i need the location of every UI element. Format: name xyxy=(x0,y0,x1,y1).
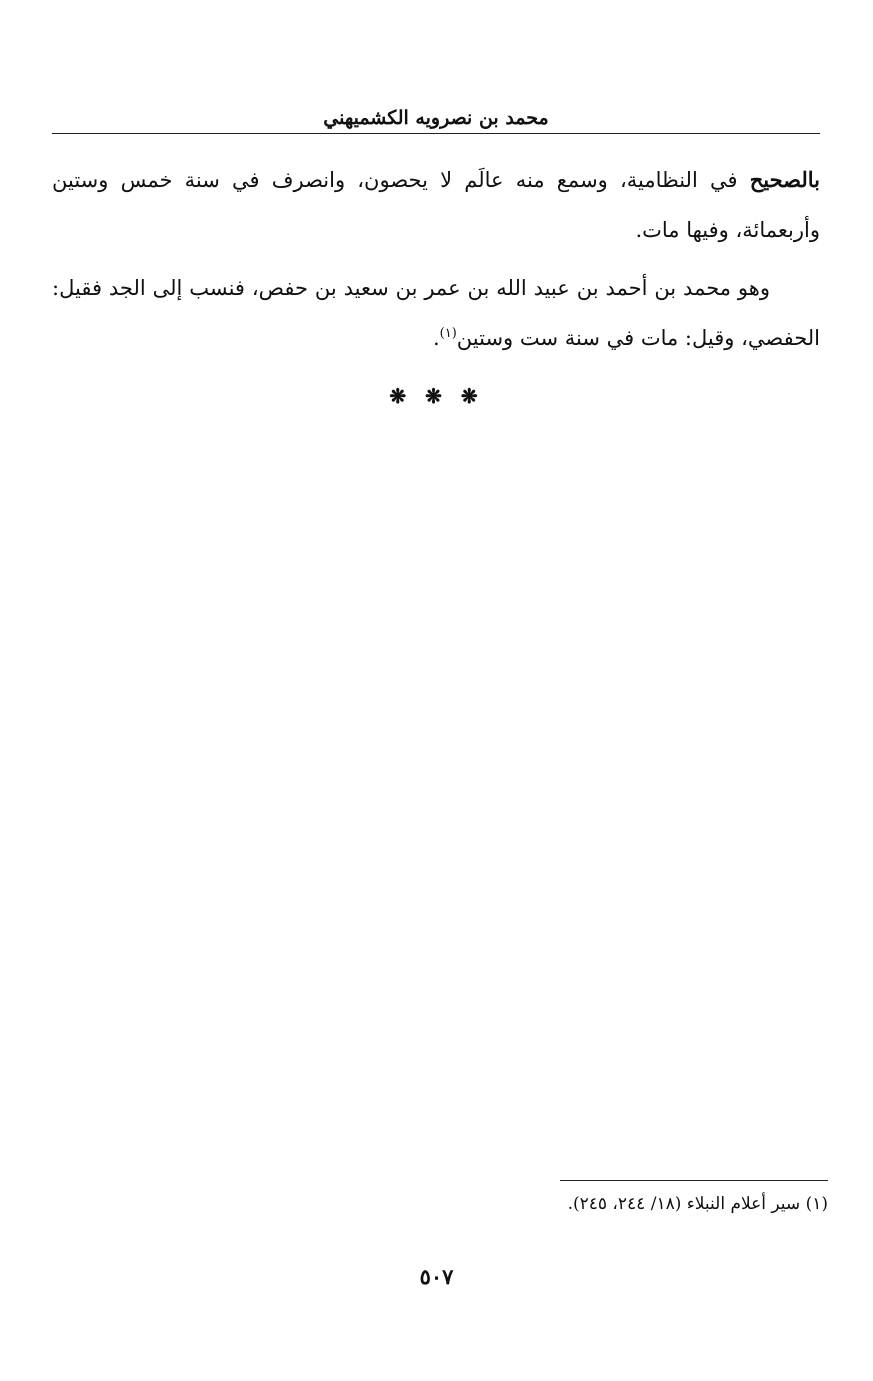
section-separator: ❋ ❋ ❋ xyxy=(389,384,484,408)
running-head: محمد بن نصرويه الكشميهني xyxy=(323,107,549,129)
header-rule xyxy=(52,133,820,134)
footnote xyxy=(52,1191,828,1217)
footnote-reference[interactable]: (١) xyxy=(439,326,457,341)
paragraph-2 xyxy=(52,263,820,363)
paragraph-2-tail: . xyxy=(432,326,440,350)
page-number: ٥٠٧ xyxy=(419,1264,454,1289)
paragraph-2-text: وهو محمد بن أحمد بن عبيد الله بن عمر بن سعيد بن حفص، فنسب إلى الجد فقيل: الحفصي، وقيل: مات في سنة ست وستين xyxy=(52,276,820,350)
footnote-text: سير أعلام النبلاء (١٨/ ٢٤٤، ٢٤٥). xyxy=(567,1194,801,1214)
footnote-rule xyxy=(560,1180,828,1181)
paragraph-1 xyxy=(52,155,820,255)
keyword-bold: بالصحيح xyxy=(749,167,820,192)
footnote-number: (١) xyxy=(805,1194,828,1214)
paragraph-1-text: في النظامية، وسمع منه عالَم لا يحصون، وانصرف في سنة خمس وستين وأربعمائة، وفيها مات. xyxy=(52,168,820,242)
